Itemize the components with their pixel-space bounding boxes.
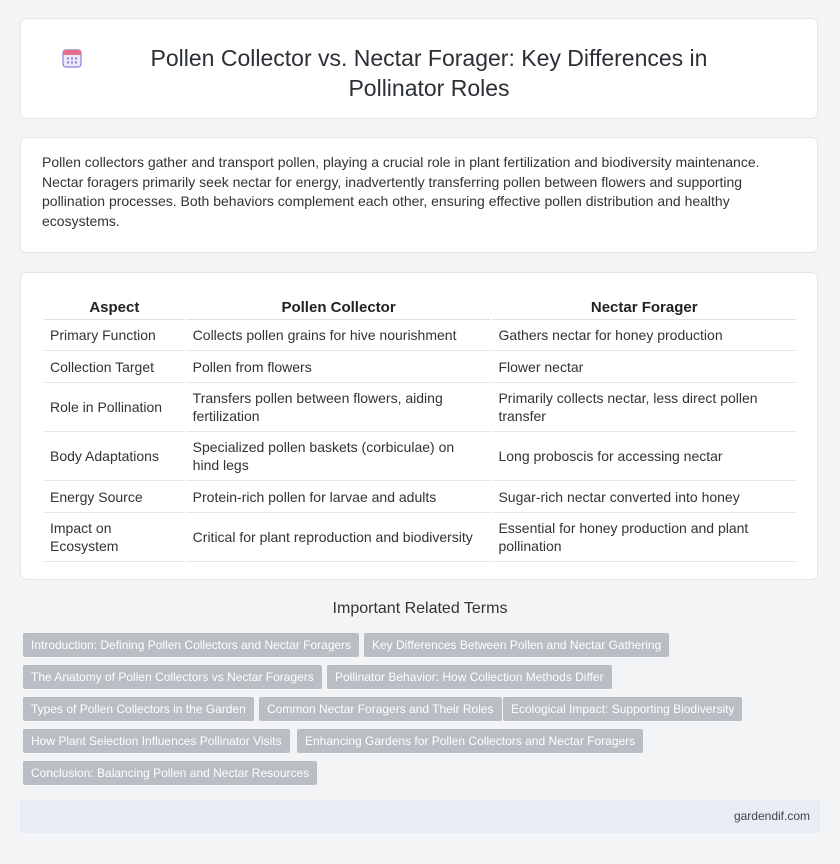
table-row [44, 432, 796, 481]
table-row [44, 351, 796, 383]
related-term-link[interactable]: Enhancing Gardens for Pollen Collectors and Nectar Foragers [297, 729, 643, 753]
footer [20, 800, 820, 833]
table-row [44, 383, 796, 432]
table-cell: Gathers nectar for honey production [492, 320, 796, 351]
table-row [44, 320, 796, 351]
comparison-table [42, 295, 798, 562]
related-term-link[interactable]: Ecological Impact: Supporting Biodiversity [503, 697, 742, 721]
related-term-link[interactable]: Introduction: Defining Pollen Collectors and Nectar Foragers [23, 633, 359, 657]
related-term-link[interactable]: How Plant Selection Influences Pollinator Visits [23, 729, 290, 753]
table-cell: Long proboscis for accessing nectar [492, 432, 796, 481]
page-title: Pollen Collector vs. Nectar Forager: Key Differences in Pollinator Roles [150, 45, 708, 101]
summary-card [20, 137, 818, 253]
related-terms-heading: Important Related Terms [332, 600, 508, 617]
table-header-row [44, 295, 796, 320]
related-term-link[interactable]: Common Nectar Foragers and Their Roles [259, 697, 502, 721]
related-term-link[interactable]: Types of Pollen Collectors in the Garden [23, 697, 254, 721]
comparison-table-card [20, 272, 818, 580]
table-cell: Body Adaptations [44, 432, 185, 481]
table-cell: Sugar-rich nectar converted into honey [492, 481, 796, 513]
table-cell: Flower nectar [492, 351, 796, 383]
table-cell: Critical for plant reproduction and biodiversity [187, 513, 491, 562]
table-cell: Primary Function [44, 320, 185, 351]
table-cell: Specialized pollen baskets (corbiculae) on hind legs [187, 432, 491, 481]
table-cell: Collection Target [44, 351, 185, 383]
table-cell: Energy Source [44, 481, 185, 513]
footer-site-link[interactable]: gardendif.com [733, 809, 810, 823]
header-card [20, 18, 818, 119]
related-term-link[interactable]: Conclusion: Balancing Pollen and Nectar Resources [23, 761, 317, 785]
table-row [44, 481, 796, 513]
table-cell: Pollen from flowers [187, 351, 491, 383]
related-term-link[interactable]: Pollinator Behavior: How Collection Methods Differ [327, 665, 612, 689]
column-header-pollen-collector: Pollen Collector [187, 295, 491, 320]
related-term-link[interactable]: Key Differences Between Pollen and Nectar Gathering [364, 633, 669, 657]
column-header-aspect: Aspect [44, 295, 185, 320]
table-cell: Protein-rich pollen for larvae and adults [187, 481, 491, 513]
table-cell: Primarily collects nectar, less direct pollen transfer [492, 383, 796, 432]
column-header-nectar-forager: Nectar Forager [492, 295, 796, 320]
table-row [44, 513, 796, 562]
table-cell: Transfers pollen between flowers, aiding fertilization [187, 383, 491, 432]
related-term-link[interactable]: The Anatomy of Pollen Collectors vs Nectar Foragers [23, 665, 322, 689]
summary-paragraph: Pollen collectors gather and transport pollen, playing a crucial role in plant fertilization and biodiversity maintenance. Nectar foragers primarily seek nectar for energy, inadvertently transferring pollen between flowers and supporting pollination processes. Both behaviors complement each other, ensuring effective pollen distribution and healthy ecosystems. [42, 154, 760, 229]
table-cell: Impact on Ecosystem [44, 513, 185, 562]
table-cell: Role in Pollination [44, 383, 185, 432]
table-cell: Collects pollen grains for hive nourishment [187, 320, 491, 351]
table-cell: Essential for honey production and plant pollination [492, 513, 796, 562]
